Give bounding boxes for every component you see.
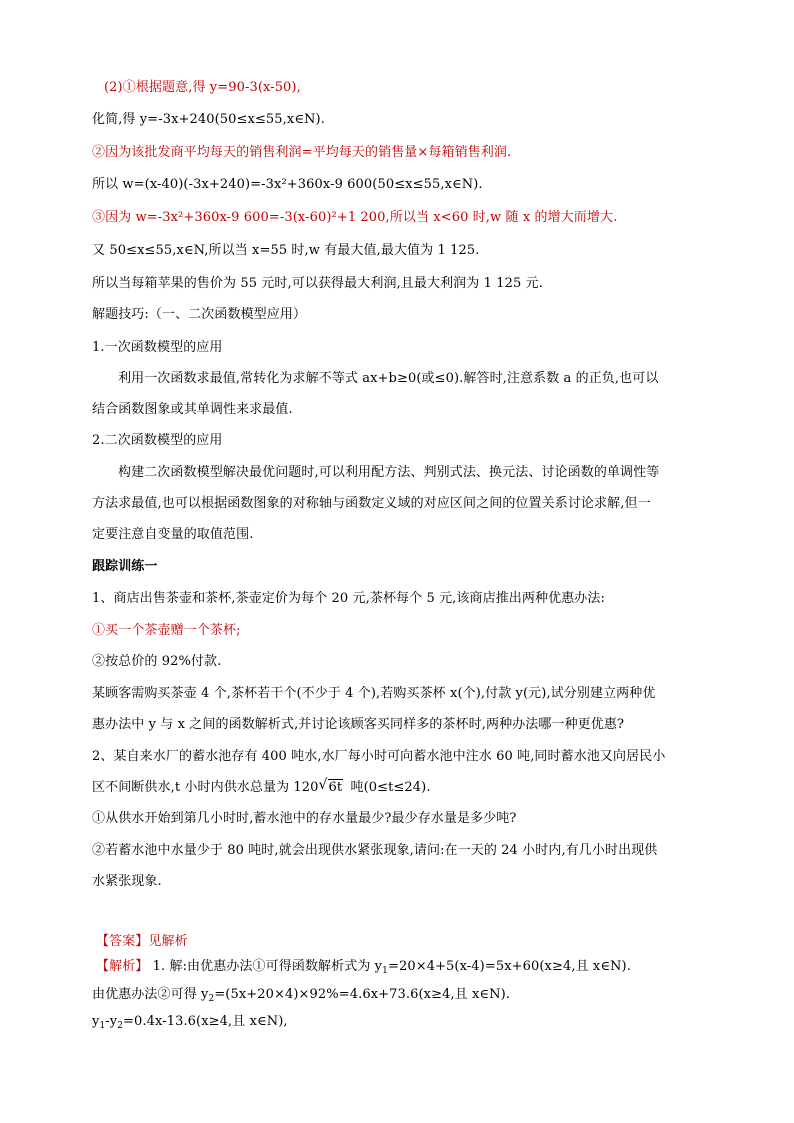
simplify-line: 化简,得 y=-3x+240(50≤x≤55,x∈N). — [92, 112, 325, 127]
diff-y: y — [92, 1014, 100, 1029]
subscript-1: 1 — [382, 966, 388, 976]
quadratic-model-text-3: 定要注意自变量的取值范围. — [92, 527, 254, 542]
problem2-line-1: 2、某自来水厂的蓄水池存有 400 吨水,水厂每小时可向蓄水池中注水 60 吨,同时蓄水池又向居民小 — [92, 749, 666, 764]
problem2-text-b: 吨(0≤t≤24). — [346, 780, 431, 795]
option2-text-b: =(5x+20×4)×92%=4.6x+73.6(x≥4,且 x∈N). — [214, 987, 511, 1002]
subscript-2: 2 — [208, 994, 215, 1004]
technique-heading: 解题技巧:（一、二次函数模型应用） — [92, 307, 307, 322]
problem2-text-a: 区不间断供水,t 小时内供水总量为 120 — [92, 780, 319, 795]
vertex-form-line: ③因为 w=-3x²+360x-9 600=-3(x-60)²+1 200,所以当 x<60 时,w 随 x 的增大而增大. — [92, 210, 618, 225]
conclusion-line: 所以当每箱苹果的售价为 55 元时,可以获得最大利润,且最大利润为 1 125 元. — [92, 276, 543, 291]
quadratic-model-text-1: 构建二次函数模型解决最优问题时,可以利用配方法、判别式法、换元法、讨论函数的单调性等 — [118, 465, 660, 480]
problem1-line-1: 1、商店出售茶壶和茶杯,茶壶定价为每个 20 元,茶杯每个 5 元,该商店推出两种优惠办法: — [92, 591, 605, 606]
problem1-line-2: 某顾客需购买茶壶 4 个,茶杯若干个(不少于 4 个),若购买茶杯 x(个),付款 y(元),试分别建立两种优 — [92, 686, 656, 701]
analysis-tag: 【解析】 — [96, 959, 149, 974]
sqrt-expression: √ 6t — [318, 777, 343, 795]
diff-subscript-2: 2 — [117, 1021, 124, 1031]
sqrt-radicand: 6t — [328, 780, 343, 795]
analysis-text-b: =20×4+5(x-4)=5x+60(x≥4,且 x∈N). — [387, 959, 631, 974]
practice-heading: 跟踪训练一 — [92, 559, 158, 574]
difference-line — [92, 1012, 288, 1036]
quadratic-model-heading: 2.二次函数模型的应用 — [92, 433, 223, 448]
diff-text: =0.4x-13.6(x≥4,且 x∈N), — [123, 1014, 288, 1029]
option2-text-a: 由优惠办法②可得 y — [92, 987, 209, 1002]
problem2-line-2 — [92, 778, 431, 798]
problem1-option2: ②按总价的 92%付款. — [92, 654, 222, 669]
diff-subscript-1: 1 — [99, 1021, 106, 1031]
linear-model-text-1: 利用一次函数求最值,常转化为求解不等式 ax+b≥0(或≤0).解答时,注意系数 a 的正负,也可以 — [118, 371, 659, 386]
diff-mid: -y — [105, 1014, 118, 1029]
problem1-line-3: 惠办法中 y 与 x 之间的函数解析式,并讨论该顾客买同样多的茶杯时,两种办法哪一种更优惠? — [92, 717, 625, 732]
analysis-text-a: 1. 解:由优惠办法①可得函数解析式为 y — [148, 959, 383, 974]
linear-model-heading: 1.一次函数模型的应用 — [92, 340, 223, 355]
linear-model-text-2: 结合函数图象或其单调性来求最值. — [92, 402, 293, 417]
w-formula-line: 所以 w=(x-40)(-3x+240)=-3x²+360x-9 600(50≤x≤55,x∈N). — [92, 177, 483, 192]
quadratic-model-text-2: 方法求最值,也可以根据函数图象的对称轴与函数定义域的对应区间之间的位置关系讨论求解,但一 — [92, 496, 651, 511]
max-value-line: 又 50≤x≤55,x∈N,所以当 x=55 时,w 有最大值,最大值为 1 125. — [92, 243, 480, 258]
problem2-question1: ①从供水开始到第几小时时,蓄水池中的存水量最少?最少存水量是多少吨? — [92, 811, 517, 826]
problem1-option1: ①买一个茶壶赠一个茶杯; — [92, 623, 241, 638]
option2-formula-line — [92, 985, 510, 1009]
answer-line: 【答案】见解析 — [96, 934, 188, 949]
analysis-line — [96, 957, 631, 981]
problem2-question2-line-2: 水紧张现象. — [92, 874, 162, 889]
problem2-question2-line-1: ②若蓄水池中水量少于 80 吨时,就会出现供水紧张现象,请问:在一天的 24 小时内,有几小时出现供 — [92, 843, 658, 858]
profit-reason-line: ②因为该批发商平均每天的销售利润=平均每天的销售量×每箱销售利润. — [92, 145, 512, 160]
solution-part2-line: (2)①根据题意,得 y=90-3(x-50), — [104, 80, 301, 95]
